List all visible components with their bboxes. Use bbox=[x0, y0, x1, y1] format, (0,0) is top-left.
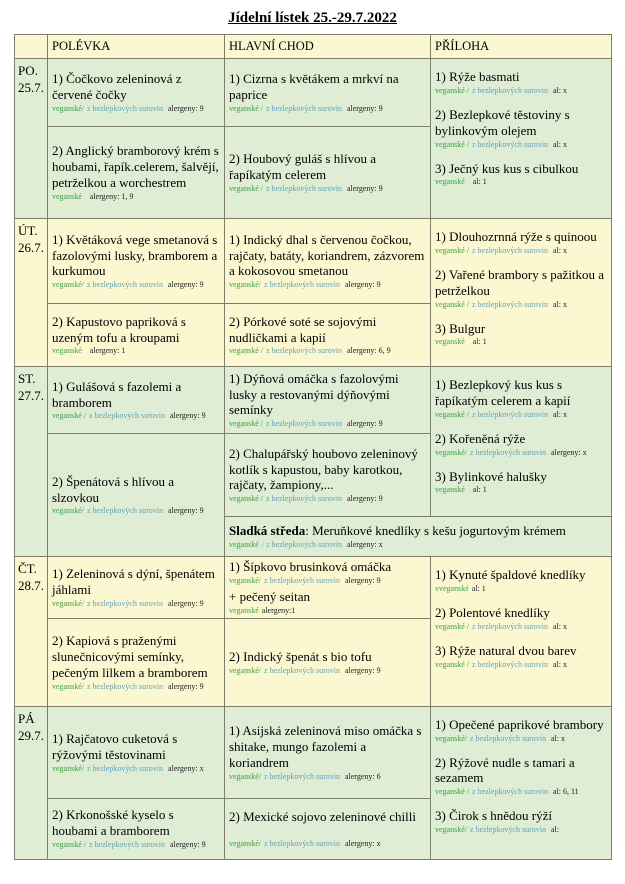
dish-tags bbox=[435, 584, 608, 594]
glutenfree-tag: z bezlepkových surovin bbox=[472, 299, 548, 309]
vegan-tag: veganské/ bbox=[52, 103, 84, 113]
dish-tags bbox=[435, 448, 608, 458]
dish-name: 3) Rýže natural dvou barev bbox=[435, 642, 577, 658]
allergens-tag: al: x bbox=[552, 621, 567, 631]
dish-tags bbox=[52, 840, 221, 850]
allergens-tag: alergeny:1 bbox=[261, 605, 296, 615]
vegan-tag: veganské bbox=[435, 177, 465, 187]
dish bbox=[229, 589, 427, 616]
main-cell bbox=[225, 127, 431, 219]
dish-name: 1) Indický dhal s červenou čočkou, rajčaty, batáty, koriandrem, zázvorem a kokosovou smetanou bbox=[229, 231, 425, 279]
vegan-tag: veganské / bbox=[52, 840, 86, 850]
vegan-tag: veganské/ bbox=[52, 598, 84, 608]
dish bbox=[229, 232, 427, 291]
dish-tags bbox=[229, 419, 427, 429]
glutenfree-tag: z bezlepkových surovin bbox=[266, 346, 342, 356]
dish-name: 2) Indický špenát s bio tofu bbox=[229, 648, 372, 664]
dish-tags bbox=[435, 337, 608, 347]
dish bbox=[229, 71, 427, 114]
dish-name: 2) Bezlepkové těstoviny s bylinkovým olejem bbox=[435, 106, 570, 138]
allergens-tag: al: x bbox=[552, 659, 567, 669]
allergens-tag: al: 1 bbox=[472, 337, 487, 347]
dish bbox=[435, 267, 608, 310]
dish bbox=[229, 809, 427, 849]
allergens-tag: alergeny: x bbox=[167, 763, 204, 773]
vegan-tag: veganské/ bbox=[229, 280, 261, 290]
glutenfree-tag: z bezlepkových surovin bbox=[472, 621, 548, 631]
dish-tags bbox=[229, 839, 427, 849]
menu-row-ut-1 bbox=[15, 219, 612, 304]
dish bbox=[52, 731, 221, 774]
allergens-tag: al: bbox=[550, 825, 559, 835]
side-cell bbox=[431, 706, 612, 859]
vegan-tag: veganské bbox=[52, 346, 82, 356]
glutenfree-tag: z bezlepkových surovin bbox=[266, 183, 342, 193]
dish-tags bbox=[435, 734, 608, 744]
glutenfree-tag: z bezlepkových surovin bbox=[472, 85, 548, 95]
dish-name: 2) Špenátová s hlívou a slzovkou bbox=[52, 473, 175, 505]
dish bbox=[52, 379, 221, 422]
allergens-tag: alergeny: 9 bbox=[346, 494, 383, 504]
dish bbox=[435, 377, 608, 420]
vegan-tag: veganské / bbox=[435, 245, 469, 255]
vegan-tag: veganské / bbox=[52, 411, 86, 421]
vegan-tag: veganské / bbox=[435, 621, 469, 631]
date-label: 26.7. bbox=[18, 239, 44, 255]
allergens-tag: alergeny: 9 bbox=[344, 280, 381, 290]
day-cell-st bbox=[15, 367, 48, 557]
allergens-tag: al: 6, 11 bbox=[552, 787, 579, 797]
dish-name: 1) Dlouhozrnná rýže s quinoou bbox=[435, 229, 597, 244]
allergens-tag: alergeny: 6 bbox=[344, 771, 381, 781]
allergens-tag: alergeny: x bbox=[346, 539, 383, 549]
dish bbox=[52, 143, 221, 202]
vegan-tag: veganské/ bbox=[435, 825, 467, 835]
dish-name: + pečený seitan bbox=[229, 588, 310, 604]
dish-name: 1) Kynuté špaldové knedlíky bbox=[435, 567, 586, 582]
dish-name: 1) Čočkovo zeleninová z červené čočky bbox=[52, 71, 182, 102]
dish-tags bbox=[229, 280, 427, 290]
dish-name: 3) Bylinkové halušky bbox=[435, 468, 547, 484]
glutenfree-tag: z bezlepkových surovin bbox=[89, 840, 165, 850]
date-label: 27.7. bbox=[18, 387, 44, 403]
allergens-tag: al: x bbox=[550, 733, 565, 743]
allergens-tag: alergeny: 9 bbox=[167, 280, 204, 290]
dish bbox=[435, 69, 608, 96]
dish-name: 2) Pórkové soté se sojovými nudličkami a kapií bbox=[229, 313, 377, 345]
dish bbox=[435, 321, 608, 348]
dish-tags bbox=[229, 494, 427, 504]
dish-name: 3) Ječný kus kus s cibulkou bbox=[435, 160, 579, 176]
dish-name: 1) Dýňová omáčka s fazolovými lusky a restovanými dýňovými semínky bbox=[229, 370, 399, 418]
main-cell bbox=[225, 367, 431, 434]
header-day-cell bbox=[15, 35, 48, 59]
side-cell bbox=[431, 557, 612, 707]
glutenfree-tag: z bezlepkových surovin bbox=[87, 280, 163, 290]
glutenfree-tag: z bezlepkových surovin bbox=[87, 681, 163, 691]
main-cell bbox=[225, 706, 431, 798]
sweet-label: Sladká středa bbox=[229, 523, 306, 539]
dish-name: 1) Gulášová s fazolemi a bramborem bbox=[52, 378, 182, 410]
dish-tags bbox=[52, 764, 221, 774]
date-label: 29.7. bbox=[18, 727, 44, 743]
vegan-tag: veganské bbox=[435, 485, 465, 495]
sweet-dish-name bbox=[229, 523, 608, 539]
day-cell-pa bbox=[15, 706, 48, 859]
header-row bbox=[15, 35, 612, 59]
vegan-tag: veganské bbox=[435, 337, 465, 347]
dish bbox=[435, 431, 608, 458]
vegan-tag: veganské/ bbox=[52, 506, 84, 516]
glutenfree-tag: z bezlepkových surovin bbox=[264, 771, 340, 781]
dish-tags bbox=[435, 246, 608, 256]
dish bbox=[52, 71, 221, 114]
dish bbox=[52, 566, 221, 609]
vegan-tag: veganské / bbox=[435, 299, 469, 309]
dish-name: 2) Rýžové nudle s tamari a sezamem bbox=[435, 754, 575, 786]
vegan-tag: veganské / bbox=[435, 787, 469, 797]
allergens-tag: al: x bbox=[552, 245, 567, 255]
dish bbox=[52, 474, 221, 517]
dish bbox=[52, 633, 221, 692]
vegan-tag: veganské/ bbox=[229, 838, 261, 848]
allergens-tag: alergeny: 9 bbox=[344, 665, 381, 675]
glutenfree-tag: z bezlepkových surovin bbox=[87, 598, 163, 608]
dish bbox=[229, 151, 427, 194]
glutenfree-tag: z bezlepkových surovin bbox=[264, 575, 340, 585]
dish bbox=[435, 717, 608, 744]
glutenfree-tag: z bezlepkových surovin bbox=[264, 280, 340, 290]
menu-row-ct-1 bbox=[15, 557, 612, 619]
glutenfree-tag: / z bezlepkových surovin bbox=[261, 539, 342, 549]
dish-name: 1) Asijská zeleninová miso omáčka s shitake, mungo fazolemi a koriandrem bbox=[229, 722, 422, 770]
dish-name: 2) Chalupářský houbovo zeleninový kotlík s kapustou, baby karotkou, rajčaty, žampiony,... bbox=[229, 445, 418, 493]
day-label: PÁ bbox=[18, 710, 35, 726]
dish-tags bbox=[435, 787, 608, 797]
main-cell bbox=[225, 798, 431, 859]
dish-tags bbox=[435, 86, 608, 96]
dish bbox=[52, 314, 221, 357]
glutenfree-tag: z bezlepkových surovin bbox=[87, 763, 163, 773]
vegan-tag: veganské/ bbox=[229, 665, 261, 675]
allergens-tag: alergeny: 9 bbox=[346, 419, 383, 429]
dish-name: 1) Rýže basmati bbox=[435, 69, 520, 84]
dish-name: 2) Polentové knedlíky bbox=[435, 604, 550, 620]
main-cell bbox=[225, 618, 431, 706]
dish-name: 1) Květáková vege smetanová s fazolovými lusky, bramborem a kurkumou bbox=[52, 231, 218, 279]
glutenfree-tag: z bezlepkových surovin bbox=[472, 139, 548, 149]
allergens-tag: alergeny: 1, 9 bbox=[89, 191, 134, 201]
dish-name: 2) Anglický bramborový krém s houbami, řapík.celerem, šalvějí, petrželkou a worchestrem bbox=[52, 143, 219, 190]
dish-name: 2) Krkonošské kyselo s houbami a bramborem bbox=[52, 807, 174, 839]
dish-tags bbox=[52, 506, 221, 516]
dish-tags bbox=[435, 410, 608, 420]
dish bbox=[229, 446, 427, 505]
dish bbox=[435, 808, 608, 835]
dish-name: 1) Rajčatovo cuketová s rýžovými těstovinami bbox=[52, 730, 178, 762]
glutenfree-tag: z bezlepkových surovin bbox=[266, 419, 342, 429]
dish-tags bbox=[229, 104, 427, 114]
glutenfree-tag: z bezlepkových surovin bbox=[89, 411, 165, 421]
dish-name: 2) Kořeněná rýže bbox=[435, 430, 526, 446]
sweet-wednesday-cell bbox=[225, 517, 612, 557]
side-cell bbox=[431, 367, 612, 517]
side-cell bbox=[431, 59, 612, 219]
allergens-tag: al: 1 bbox=[471, 583, 486, 593]
dish-name: 1) Šípkovo brusinková omáčka bbox=[229, 559, 392, 574]
glutenfree-tag: z bezlepkových surovin bbox=[87, 103, 163, 113]
vegan-tag: veganské/ bbox=[52, 681, 84, 691]
main-cell bbox=[225, 434, 431, 517]
vegan-tag: veganské/ bbox=[229, 771, 261, 781]
soup-cell bbox=[48, 219, 225, 304]
dish bbox=[435, 161, 608, 188]
dish-tags bbox=[52, 682, 221, 692]
side-cell bbox=[431, 219, 612, 367]
allergens-tag: alergeny: x bbox=[344, 838, 381, 848]
soup-cell bbox=[48, 127, 225, 219]
glutenfree-tag: z bezlepkových surovin bbox=[472, 659, 548, 669]
soup-cell bbox=[48, 798, 225, 859]
allergens-tag: al: x bbox=[552, 409, 567, 419]
dish bbox=[435, 107, 608, 150]
vegan-tag: veganské bbox=[229, 605, 259, 615]
page-title: Jídelní lístek 25.-29.7.2022 bbox=[228, 10, 397, 26]
soup-cell bbox=[48, 59, 225, 127]
dish bbox=[229, 723, 427, 782]
dish-tags bbox=[229, 772, 427, 782]
day-cell-ut bbox=[15, 219, 48, 367]
soup-cell bbox=[48, 304, 225, 367]
glutenfree-tag: z bezlepkových surovin bbox=[470, 733, 546, 743]
dish-tags bbox=[52, 104, 221, 114]
vegan-tag: veganské / bbox=[435, 85, 469, 95]
dish bbox=[435, 229, 608, 256]
glutenfree-tag: z bezlepkových surovin bbox=[472, 409, 548, 419]
day-label: PO. bbox=[18, 63, 38, 78]
vegan-tag: veganské/ bbox=[52, 280, 84, 290]
dish bbox=[229, 559, 427, 586]
dish-tags bbox=[435, 660, 608, 670]
dish-tags bbox=[229, 576, 427, 586]
vegan-tag: veganské / bbox=[229, 183, 263, 193]
allergens-tag: alergeny: 9 bbox=[167, 103, 204, 113]
day-cell-ct bbox=[15, 557, 48, 707]
vegan-tag: veganské / bbox=[229, 494, 263, 504]
soup-cell bbox=[48, 434, 225, 557]
allergens-tag: alergeny: 9 bbox=[167, 598, 204, 608]
dish-name: 3) Čirok s hnědou rýží bbox=[435, 808, 552, 824]
dish-name: 1) Bezlepkový kus kus s řapíkatým celerem a kapií bbox=[435, 377, 571, 408]
allergens-tag: alergeny: 9 bbox=[169, 411, 206, 421]
dish-name: : Meruňkové knedlíky s kešu jogurtovým krémem bbox=[305, 523, 566, 539]
glutenfree-tag: z bezlepkových surovin bbox=[472, 245, 548, 255]
glutenfree-tag: z bezlepkových surovin bbox=[470, 447, 546, 457]
main-cell bbox=[225, 304, 431, 367]
allergens-tag: al: x bbox=[552, 299, 567, 309]
dish bbox=[229, 314, 427, 357]
vegan-tag: veganské / bbox=[435, 409, 469, 419]
dish-tags bbox=[52, 346, 221, 356]
glutenfree-tag: z bezlepkových surovin bbox=[266, 103, 342, 113]
menu-row-st-1 bbox=[15, 367, 612, 434]
allergens-tag: alergeny: 6, 9 bbox=[346, 346, 391, 356]
column-header-main: HLAVNÍ CHOD bbox=[225, 35, 431, 59]
glutenfree-tag: z bezlepkových surovin bbox=[472, 787, 548, 797]
dish-tags bbox=[435, 300, 608, 310]
dish bbox=[229, 649, 427, 676]
glutenfree-tag: z bezlepkových surovin bbox=[264, 665, 340, 675]
allergens-tag: alergeny: x bbox=[550, 447, 587, 457]
dish-tags bbox=[229, 606, 427, 616]
dish-name: 2) Houbový guláš s hlívou a řapíkatým celerem bbox=[229, 151, 376, 182]
dish-name: 3) Bulgur bbox=[435, 320, 486, 336]
dish bbox=[52, 807, 221, 850]
dish bbox=[435, 605, 608, 632]
menu-table bbox=[14, 34, 612, 860]
dish bbox=[435, 755, 608, 798]
allergens-tag: al: x bbox=[552, 85, 567, 95]
soup-cell bbox=[48, 557, 225, 619]
soup-cell bbox=[48, 706, 225, 798]
dish-name: 2) Kapiová s praženými slunečnicovými semínky, pečeným lilkem a bramborem bbox=[52, 632, 208, 680]
allergens-tag: al: x bbox=[552, 139, 567, 149]
allergens-tag: alergeny: 9 bbox=[346, 183, 383, 193]
main-cell bbox=[225, 557, 431, 619]
dish-name: 1) Zeleninová s dýní, špenátem jáhlami bbox=[52, 566, 215, 597]
vegan-tag: veganské / bbox=[229, 419, 263, 429]
dish-tags bbox=[229, 540, 608, 550]
vegan-tag: veganské/ bbox=[52, 763, 84, 773]
vegan-tag: veganské / bbox=[229, 346, 263, 356]
day-label: ST. bbox=[18, 371, 36, 386]
dish bbox=[435, 643, 608, 670]
vegan-tag: veganské bbox=[52, 191, 82, 201]
allergens-tag: alergeny: 9 bbox=[169, 840, 206, 850]
day-label: ČT. bbox=[18, 561, 37, 576]
menu-row-pa-1 bbox=[15, 706, 612, 798]
dish-tags bbox=[229, 184, 427, 194]
dish-tags bbox=[435, 485, 608, 495]
dish-name: 1) Cizrna s květákem a mrkví na paprice bbox=[229, 71, 399, 102]
day-label: ÚT. bbox=[18, 223, 38, 238]
allergens-tag: al: 1 bbox=[472, 177, 487, 187]
dish-name: 2) Vařené brambory s pažitkou a petrželkou bbox=[435, 266, 605, 298]
dish bbox=[435, 469, 608, 496]
column-header-soup: POLÉVKA bbox=[48, 35, 225, 59]
dish bbox=[229, 371, 427, 430]
dish-name: 2) Mexické sojovo zeleninové chilli bbox=[229, 808, 417, 824]
main-cell bbox=[225, 59, 431, 127]
vegan-tag: veganské/ bbox=[229, 575, 261, 585]
vegan-tag: veganské / bbox=[435, 139, 469, 149]
dish-tags bbox=[435, 177, 608, 187]
allergens-tag: alergeny: 1 bbox=[89, 346, 126, 356]
soup-cell bbox=[48, 367, 225, 434]
dish-tags bbox=[52, 411, 221, 421]
glutenfree-tag: z bezlepkových surovin bbox=[264, 838, 340, 848]
allergens-tag: alergeny: 9 bbox=[167, 681, 204, 691]
dish bbox=[435, 567, 608, 594]
vegan-tag: veganské / bbox=[435, 659, 469, 669]
allergens-tag: al: 1 bbox=[472, 485, 487, 495]
allergens-tag: alergeny: 9 bbox=[167, 506, 204, 516]
dish-tags bbox=[435, 825, 608, 835]
vegan-tag: veganské/ bbox=[435, 733, 467, 743]
vegan-tag: veganské bbox=[229, 539, 259, 549]
dish-tags bbox=[52, 280, 221, 290]
dish bbox=[52, 232, 221, 291]
allergens-tag: alergeny: 9 bbox=[344, 575, 381, 585]
dish-name: 1) Opečené paprikové brambory bbox=[435, 716, 604, 732]
dish-tags bbox=[435, 140, 608, 150]
main-cell bbox=[225, 219, 431, 304]
glutenfree-tag: z bezlepkových surovin bbox=[470, 825, 546, 835]
day-cell-po bbox=[15, 59, 48, 219]
dish-tags bbox=[52, 599, 221, 609]
glutenfree-tag: z bezlepkových surovin bbox=[87, 506, 163, 516]
soup-cell bbox=[48, 618, 225, 706]
dish-name: 2) Kapustovo papriková s uzeným tofu a kroupami bbox=[52, 313, 186, 345]
vegan-tag: veganské / bbox=[229, 103, 263, 113]
vegan-tag: vveganské bbox=[435, 583, 469, 593]
dish-tags bbox=[52, 192, 221, 202]
allergens-tag: alergeny: 9 bbox=[346, 103, 383, 113]
column-header-side: PŘÍLOHA bbox=[431, 35, 612, 59]
dish-tags bbox=[229, 346, 427, 356]
date-label: 25.7. bbox=[18, 79, 44, 95]
vegan-tag: veganské/ bbox=[435, 447, 467, 457]
dish-tags bbox=[435, 622, 608, 632]
dish-tags bbox=[229, 666, 427, 676]
menu-row-po-1 bbox=[15, 59, 612, 127]
date-label: 28.7. bbox=[18, 577, 44, 593]
glutenfree-tag: z bezlepkových surovin bbox=[266, 494, 342, 504]
